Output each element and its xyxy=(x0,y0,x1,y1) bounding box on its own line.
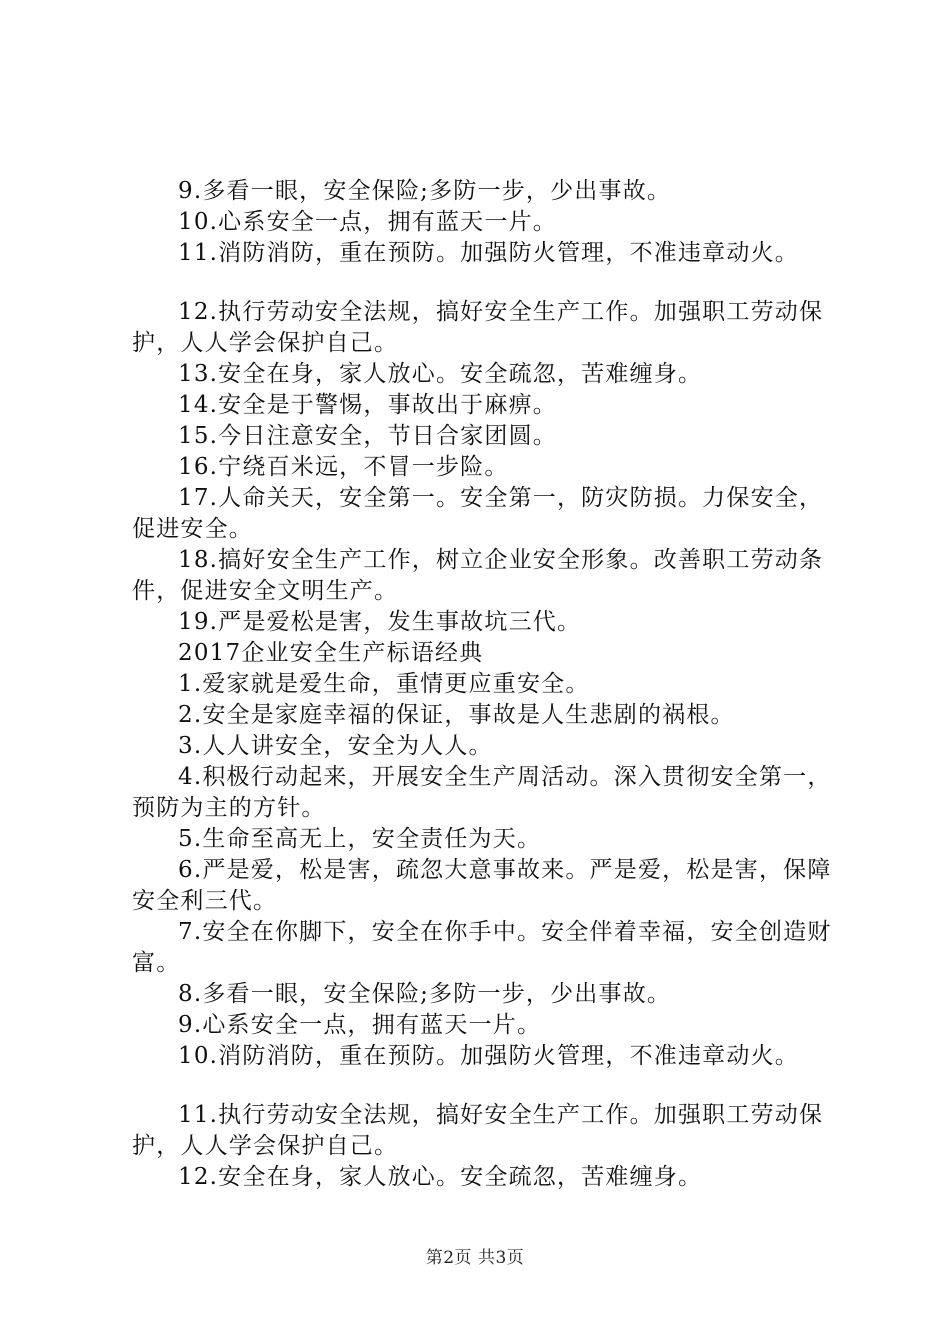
slogan-paragraph: 2017企业安全生产标语经典 xyxy=(178,640,484,666)
slogan-paragraph: 16.宁绕百米远，不冒一步险。 xyxy=(178,454,509,480)
slogan-paragraph: 3.人人讲安全，安全为人人。 xyxy=(178,733,493,759)
slogan-paragraph: 4.积极行动起来，开展安全生产周活动。深入贯彻安全第一，预防为主的方针。 xyxy=(132,764,832,821)
slogan-paragraph: 14.安全是于警惕，事故出于麻痹。 xyxy=(178,392,557,418)
document-body xyxy=(132,176,838,1193)
slogan-paragraph: 2.安全是家庭幸福的保证，事故是人生悲剧的祸根。 xyxy=(178,702,735,728)
slogan-paragraph: 17.人命关天，安全第一。安全第一，防灾防损。力保安全，促进安全。 xyxy=(132,485,824,542)
paragraph-gap xyxy=(132,1072,838,1100)
slogan-paragraph: 13.安全在身，家人放心。安全疏忽，苦难缠身。 xyxy=(178,361,703,387)
slogan-paragraph: 5.生命至高无上，安全责任为天。 xyxy=(178,826,542,852)
slogan-paragraph: 9.多看一眼，安全保险;多防一步，少出事故。 xyxy=(178,178,672,204)
slogan-paragraph: 10.消防消防，重在预防。加强防火管理，不准违章动火。 xyxy=(178,1043,799,1069)
paragraph-gap xyxy=(132,269,838,297)
slogan-paragraph: 18.搞好安全生产工作，树立企业安全形象。改善职工劳动条件，促进安全文明生产。 xyxy=(132,547,824,604)
slogan-paragraph: 7.安全在你脚下，安全在你手中。安全伴着幸福，安全创造财富。 xyxy=(132,919,832,976)
slogan-paragraph: 19.严是爱松是害，发生事故坑三代。 xyxy=(178,609,582,635)
slogan-paragraph: 12.执行劳动安全法规，搞好安全生产工作。加强职工劳动保护，人人学会保护自己。 xyxy=(132,299,824,356)
page-footer: 第2页 共3页 xyxy=(425,1248,525,1268)
slogan-paragraph: 8.多看一眼，安全保险;多防一步，少出事故。 xyxy=(178,981,672,1007)
slogan-paragraph: 11.消防消防，重在预防。加强防火管理，不准违章动火。 xyxy=(178,240,799,266)
slogan-paragraph: 9.心系安全一点，拥有蓝天一片。 xyxy=(178,1012,542,1038)
slogan-paragraph: 11.执行劳动安全法规，搞好安全生产工作。加强职工劳动保护，人人学会保护自己。 xyxy=(132,1102,824,1159)
slogan-paragraph: 6.严是爱，松是害，疏忽大意事故来。严是爱，松是害，保障安全利三代。 xyxy=(132,857,832,914)
slogan-paragraph: 10.心系安全一点，拥有蓝天一片。 xyxy=(178,209,557,235)
slogan-paragraph: 12.安全在身，家人放心。安全疏忽，苦难缠身。 xyxy=(178,1164,703,1190)
slogan-paragraph: 1.爱家就是爱生命，重情更应重安全。 xyxy=(178,671,590,697)
slogan-paragraph: 15.今日注意安全，节日合家团圆。 xyxy=(178,423,557,449)
